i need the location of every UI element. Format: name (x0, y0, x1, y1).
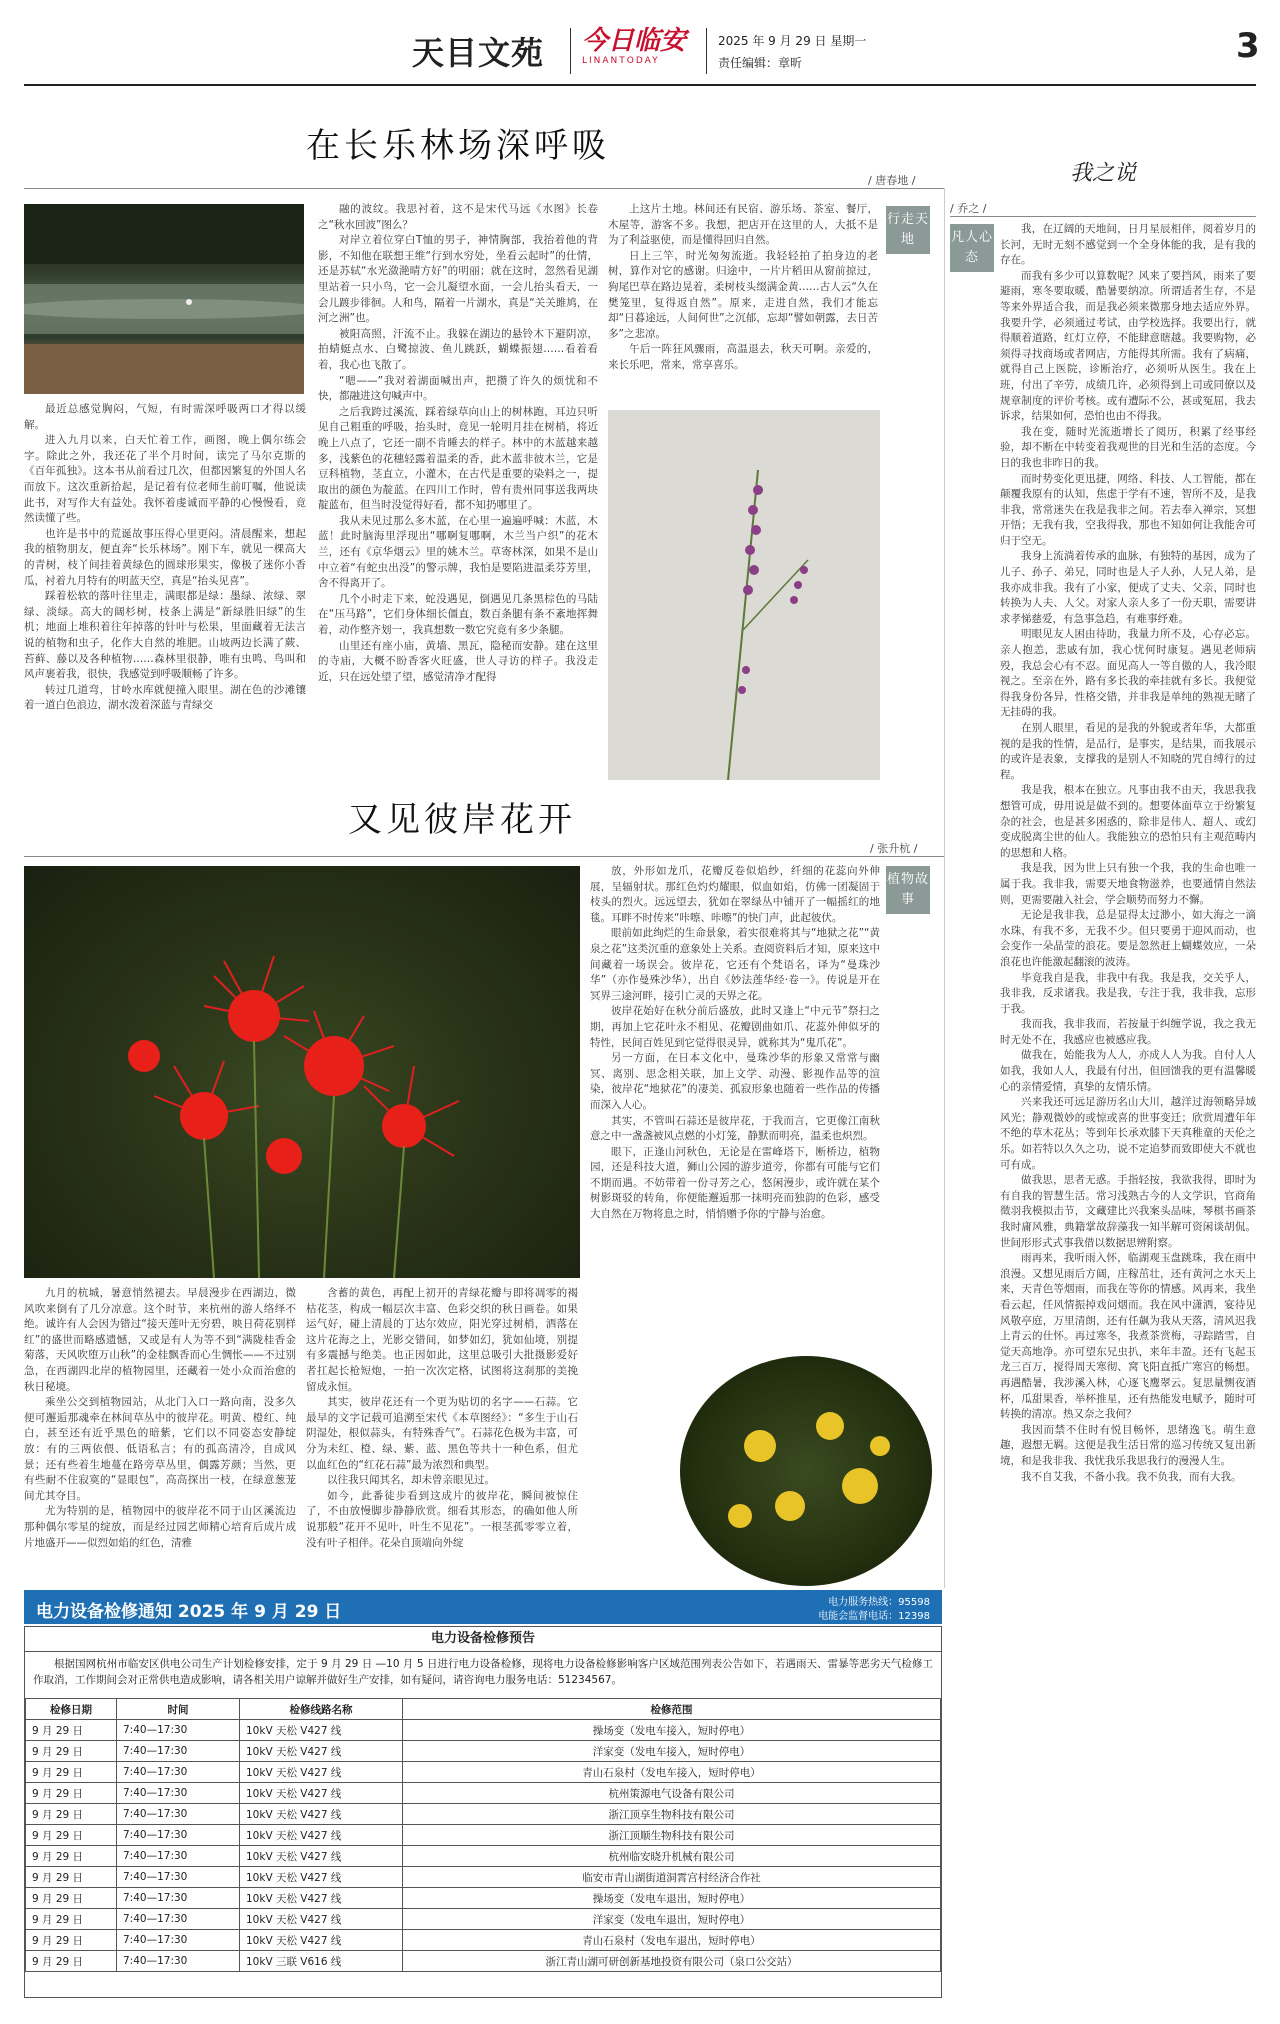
article2-rule (24, 856, 944, 857)
paragraph: 如今，此番徒步看到这成片的彼岸花，瞬间被惊住了，不由放慢脚步静静欣赏。细看其形态，的确如他人所说那般“花开不见叶，叶生不见花”。一根茎孤零零立着，没有叶子相伴。花朵自顶端向外绽 (306, 1489, 578, 1549)
paragraph: 其实，不管叫石蒜还是彼岸花，于我而言，它更像江南秋意之中一盏盏被风点燃的小灯笼，静默而明亮，温柔也炽烈。 (590, 1114, 880, 1143)
article2-column-b2 (306, 1286, 578, 1586)
page-number: 3 (1236, 26, 1260, 66)
paragraph: 眼下，正逢山河秋色，无论是在雷峰塔下，断桥边，植物园，还是科技大道，狮山公园的游步道旁，你都有可能与它们不期而遇。不妨带着一份寻芳之心，悠闲漫步，或许就在某个树影斑驳的转角，你便能邂逅那一抹明亮而独韵的色彩，感受大自然在万物将息之时，悄悄赠予你的宁静与治愈。 (590, 1145, 880, 1221)
table-cell: 9 月 29 日 (26, 1867, 117, 1888)
table-row (26, 1741, 941, 1762)
table-cell: 7:40—17:30 (117, 1762, 240, 1783)
paragraph: 上这片土地。林间还有民宿、游乐场、茶室、餐厅，木屋等，游客不多。我想，把店开在这里的人，大抵不是为了利益驱使，而是懂得回归自然。 (608, 203, 878, 247)
lake-scene-graphic (24, 204, 304, 394)
table-row (26, 1867, 941, 1888)
paragraph: 而时势变化更迅捷，网络、科技、人工智能，都在颠覆我原有的认知，焦虑于学有不速，智所不及，是我非我，常常迷失在我是我非之间。若去奉入禅宗，冥想开悟；无我有我，空我得我，那也不知如何让我能舍可归于空无。 (1000, 472, 1256, 547)
table-cell: 9 月 29 日 (26, 1783, 117, 1804)
table-cell: 10kV 天松 V427 线 (240, 1846, 403, 1867)
article1-title: 在长乐林场深呼吸 (306, 126, 610, 166)
paragraph: 融的波纹。我思衬着，这不是宋代马远《水图》长卷之“秋水回波”图么？ (318, 203, 598, 231)
paragraph: 对岸立着位穿白T恤的男子，神情胸部，我抬着他的背影，不知他在联想王维“行到水穷处，坐看云起时”的仕情，还是苏轼“水光潋滟晴方好”的明丽；就在这时，忽然看见湖里站着一只小鸟，它一会儿凝望水面，一会儿抬头看天，一会儿踱步徘徊。人和鸟，隔着一片湖水，真是“关关雎鸠，在河之洲”也。 (318, 234, 598, 325)
paragraph: 日上三竿，时光匆匆流逝。我轻轻拍了拍身边的老树，算作对它的感谢。归途中，一片片稻田从窗前掠过，狗尾巴草在路边晃着，柔树枝头缀满金黄……古人云“久在樊笼里，复得返自然”。原来，走进自然，我们才能忘却“日暮途远，人间何世”之沉郁，忘却“譬如朝露，去日苦多”之悲凉。 (608, 249, 878, 340)
paragraph: 在别人眼里，看见的是我的外貌或者年华，大都重视的是我的性情，是品行，是事实，是结果，而我展示的或许是表象，支撑我的是别人不知晓的咒自缚行的过程。 (1000, 722, 1256, 781)
table-cell: 7:40—17:30 (117, 1741, 240, 1762)
paragraph: 做我在，始能我为人人，亦成人人为我。自付人人如我，我如人人，我最有付出，但回馈我的更有温馨暖心的亲情爱情，真挚的友情乐情。 (1000, 1049, 1256, 1093)
paragraph: 踩着松软的落叶往里走，满眼都是绿：墨绿、浓绿、翠绿、淡绿。高大的阔杉树，枝条上满是“新绿胜旧绿”的生机；地面上堆积着往年掉落的针叶与松果，里面藏着无法言说的植物和虫子，化作大自然的堆肥。山坡两边长满了蕨、苔藓、藤以及各种植物……森林里很静，唯有虫鸣、鸟叫和风声裹着我，很快，我感觉到呼吸顺畅了许多。 (24, 590, 306, 681)
table-row (26, 1783, 941, 1804)
notice-banner (24, 1590, 942, 1624)
header-date: 检修日期 (26, 1699, 117, 1720)
table-cell: 7:40—17:30 (117, 1804, 240, 1825)
table-cell: 青山石泉村（发电车退出，短时停电） (403, 1930, 941, 1951)
paragraph: 转过几道弯，甘岭水库就便撞入眼里。湖在色的沙滩镶着一道白色浪边，湖水泼着深蓝与青绿交 (24, 683, 306, 712)
table-cell: 9 月 29 日 (26, 1846, 117, 1867)
article2-column-b1 (24, 1286, 296, 1586)
paragraph: 进入九月以来，白天忙着工作，画图，晚上偶尔练会字。除此之外，我还花了半个月时间，读完了马尔克斯的《百年孤独》。这本书从前看过几次，但都因繁复的外国人名而放下。这次重新拾起，是记着有位老师生前叮嘱，他说读此书，对写作大有益处。我怀着虔诚而平静的心慢慢看，竟然读懂了些。 (24, 434, 306, 525)
paragraph: 之后我跨过溪流，踩着绿草向山上的树林跑，耳边只听见自己粗重的呼吸，抬头时，竟见一轮明月挂在树梢，将近晚上八点了，它还一副不肯睡去的样子。林中的木蓝越来越多，浅紫色的花穗轻露着温柔的香，此木蓝非彼木兰，它是豆科植物，茎直立，小灌木，在古代是重要的染料之一，提取出的颜色为靛蓝。在四川工作时，曾有贵州同事送我两块靛蓝布，但当时没觉得好看，都不知扔哪里了。 (318, 405, 598, 512)
paragraph: 无论是我非我，总是显得太过渺小，如大海之一滴水珠，有我不多，无我不少。但只要勇于迎风而动，也会变作一朵晶莹的浪花。要是忽然赶上蝴蝶效应，一朵浪花也许能激起翻滚的波涛。 (1000, 909, 1256, 968)
table-cell: 7:40—17:30 (117, 1825, 240, 1846)
article2-column-right (590, 864, 880, 1280)
article3-body (1000, 222, 1256, 1992)
article3-byline: / 乔之 / (950, 202, 987, 215)
notice-supervision: 电能会监督电话：12398 (818, 1611, 930, 1622)
paragraph: 最近总感觉胸闷，气短，有时需深呼吸两口才得以缓解。 (24, 403, 306, 431)
paragraph: 含蓄的黄色，再配上初开的青绿花瓣与即将凋零的褐枯花茎，构成一幅层次丰富、色彩交织的秋日画卷。如果运气好，碰上清晨的丁达尔效应，阳光穿过树梢，洒落在这片花海之上，光影交错间，如梦如幻，犹如仙境，别提有多震撼与绝美。也正因如此，这里总吸引大批摄影爱好者扛起长枪短炮，一拍一次次定格，试图将这刹那的美挽留成永恒。 (306, 1287, 578, 1393)
table-cell: 7:40—17:30 (117, 1930, 240, 1951)
table-cell: 10kV 天松 V427 线 (240, 1741, 403, 1762)
table-row (26, 1846, 941, 1867)
article1-photo-flower (608, 410, 880, 780)
issue-date: 2025 年 9 月 29 日 星期一 (718, 34, 867, 48)
table-row (26, 1720, 941, 1741)
table-cell: 9 月 29 日 (26, 1720, 117, 1741)
paragraph: 山里还有座小庙，黄墙、黑瓦，隐秘而安静。建在这里的寺庙，大概不盼香客火旺盛，世人寻访的样子。我没走近，只在远处望了望，感觉清净才配得 (318, 639, 598, 683)
table-cell: 9 月 29 日 (26, 1930, 117, 1951)
header-scope: 检修范围 (403, 1699, 941, 1720)
paragraph: 眼前如此绚烂的生命景象，着实很难将其与“地狱之花”“黄泉之花”这类沉重的意象处上关系。查阅资料后才知，原来这中间藏着一场误会。彼岸花，它还有个梵语名，译为“曼珠沙华”（亦作曼殊沙华），出自《妙法莲华经·卷一》。传说是开在冥界三途河畔，接引亡灵的天界之花。 (590, 927, 880, 1002)
newspaper-logo (582, 26, 686, 66)
paragraph: 我因而禁不住时有悦目畅怀，思绪逸飞。萌生意趣，遐想无羁。这便是我生活日常的巡习传统又复出新境，和是我非我、我忧我乐我思我行的漫漫人生。 (1000, 1423, 1256, 1467)
masthead-divider (570, 28, 571, 74)
table-cell: 浙江顶享生物科技有限公司 (403, 1804, 941, 1825)
paragraph: “嗯——”我对着湖面喊出声，把攒了许久的烦忧和不快，都融进这句喊声中。 (318, 374, 598, 403)
table-cell: 杭州临安晓升机械有限公司 (403, 1846, 941, 1867)
section-title: 天目文苑 (412, 34, 545, 72)
article2-title: 又见彼岸花开 (348, 800, 576, 840)
paragraph: 其实，彼岸花还有一个更为贴切的名字——石蒜。它最早的文字记载可追溯至宋代《本草图经》：“多生于山石阴湿处，根似蒜头，有特殊香气”。石蒜花色极为丰富，可分为未红、橙、绿、紫、蓝、黑色等共十一种色系，但尤以血红色的“红花石蒜”最为浓烈和典型。 (306, 1396, 578, 1471)
paragraph: 尤为特别的是，植物园中的彼岸花不同于山区溪流边那种偶尔零星的绽放，而是经过园艺师精心培育后成片成片地盛开——似烈如焰的红色，清雅 (24, 1505, 296, 1549)
paragraph: 我身上流淌着传承的血脉，有独特的基因，成为了儿子、孙子、弟兄，同时也是人子人孙，人兄人弟，是我亦成非我。我有了小家，便成了丈夫、父亲，同时也转换为人夫、人父。对家人亲人多了一份天职，需要讲求孝悌慈爱，有急事急趋，有难事纾难。 (1000, 550, 1256, 625)
article1-rule (24, 188, 944, 189)
table-cell: 7:40—17:30 (117, 1867, 240, 1888)
paragraph: 放，外形如龙爪，花瓣反卷似焰纱，纤细的花蕊向外伸展，呈辐射状。那红色灼灼耀眼，似血如焰，仿佛一团凝固于枝头的烈火。远远望去，犹如在翠绿丛中铺开了一幅摇红的地毯。耳畔不时传来“咔嚓、咔嚓”的快门声，此起彼伏。 (590, 865, 880, 924)
table-cell: 临安市青山湖街道洞霄宫村经济合作社 (403, 1867, 941, 1888)
table-row (26, 1909, 941, 1930)
paragraph: 明眼见友人困由待助，我量力所不及，心存必忘。亲人抱恙，悲戚有加，我心忧何时康复。遇见老师病殁，我总会心有不忍。面见高人一等自傲的人，我冷眼视之。至亲在外，路有多长我的牵挂就有多长。我便觉得我身份各异，性格交错，并非我是单纯的熟视无睹了无挂碍的我。 (1000, 628, 1256, 719)
paragraph: 毕竟我自是我，非我中有我。我是我，交关乎人，我非我，反求诸我。我是我，专注于我，我非我，忘形于我。 (1000, 971, 1256, 1015)
notice-banner-title: 电力设备检修通知 2025 年 9 月 29 日 (36, 1602, 342, 1622)
paragraph: 我从未见过那么多木蓝，在心里一遍遍呼喊：木蓝，木蓝！此时脑海里浮现出“哪啊复哪啊，木兰当户织”的花木兰，还有《京华烟云》里的姚木兰。草寄林深，如果不是山中立着“有蛇虫出没”的警示牌，我怕是要陷进温柔芬芳里，舍不得离开了。 (318, 514, 598, 590)
paragraph: 兴来我还可远足游历名山大川，越洋过海领略异域风光；静观微妙的或惊或喜的世事变迁；欣赏周遭年年不绝的草木花丛；等到年长承欢膝下天真稚童的天伦之乐。如若特以久久之功，说不定追梦而致即使大不就也可有成。 (1000, 1096, 1256, 1171)
table-cell: 杭州策源电气设备有限公司 (403, 1783, 941, 1804)
table-row (26, 1762, 941, 1783)
article3-tag: 凡人心态 (950, 224, 994, 272)
article2-photo-yellowflowers (680, 1356, 932, 1586)
paragraph: 而我有多少可以算数呢？风来了要挡风，雨来了要避雨，寒冬要取暖，酷暑要纳凉。所谓适者生存，不是等来外界适合我，而是我必须来微那身地去适应外界。我要升学，必须通过考试，由学校选择。我要出行，就得顺着道路，红灯立停，不能肆意瞎越。我要购物，必须得寻找商场或者网店，方能得其所需。我有了病痛，就得自己上医院，诊断治疗，必须听从医生。我在上班，付出了辛劳，成绩几许，必须得到上司或同僚以及规章制度的评价考核。或有遭际不公，甚或冤屈，我去诉求，结果如何，恐怕也由不得我。 (1000, 269, 1256, 423)
table-cell: 7:40—17:30 (117, 1888, 240, 1909)
article1-column-2 (318, 202, 598, 780)
table-row (26, 1825, 941, 1846)
table-cell: 浙江顶顺生物科技有限公司 (403, 1825, 941, 1846)
notice-box (24, 1626, 942, 1998)
article2-byline: / 张升杭 / (870, 842, 918, 855)
table-cell: 7:40—17:30 (117, 1951, 240, 1972)
table-cell: 操场变（发电车退出，短时停电） (403, 1888, 941, 1909)
paragraph: 也许是书中的荒诞故事压得心里更闷。清晨醒来，想起我的植物朋友，便直奔“长乐林场”。刚下车，就见一棵高大的青树，枝丫间挂着黄绿色的圆球形果实，像极了迷你小香瓜，衬着九月特有的明蓝天空，真是“抬头见喜”。 (24, 527, 306, 587)
paragraph: 以往我只闻其名，却未曾亲眼见过。 (327, 1474, 495, 1487)
article1-tag: 行走天地 (886, 206, 930, 254)
table-cell: 9 月 29 日 (26, 1888, 117, 1909)
article1-byline: / 唐春地 / (868, 174, 916, 187)
paragraph: 乘坐公交到植物园站，从北门入口一路向南，没多久便可邂逅那魂牵在林间草丛中的彼岸花。明黄、橙红、纯白，甚至还有近乎黑色的暗紫，它们以不同姿态安静绽放：有的三两依偎、低语私言；有的孤高清冷，自成风景；还有些着生地蔓在路旁草丛里，偶露芳颜；当然，更有些耐不住寂寞的“显眼包”，高高探出一枝，在绿意葱茏间尤其夺目。 (24, 1396, 296, 1502)
paragraph: 做我思，思者无惑。手指轻按，我欲我得，即时为有自我的智慧生活。常习浅熟古今的人文学识，官商角徵羽我模拟击节，文藏建比兴我案头品味，琴棋书画茶我时庸风雅，典籍掌故辞藻我一知半解可资闲谈胡侃。世间形形式式事我借以数据思辨附察。 (1000, 1174, 1256, 1249)
header-time: 时间 (117, 1699, 240, 1720)
table-cell: 10kV 天松 V427 线 (240, 1783, 403, 1804)
table-cell: 10kV 天松 V427 线 (240, 1909, 403, 1930)
paragraph: 我不自艾我，不备小我。我不负我，而有大我。 (1021, 1470, 1242, 1483)
table-row (26, 1888, 941, 1909)
notice-hotline: 电力服务热线：95598 (828, 1597, 930, 1608)
table-cell: 10kV 三联 V616 线 (240, 1951, 403, 1972)
table-cell: 9 月 29 日 (26, 1804, 117, 1825)
yellow-lily-graphic (680, 1356, 932, 1586)
logo-cn: 今日临安 (582, 26, 687, 56)
paragraph: 我，在辽阔的天地间，日月星辰相伴，阅着岁月的长河，无时无刻不感觉到一个全身体能的我，是有我的存在。 (1000, 223, 1256, 267)
header-line: 检修线路名称 (240, 1699, 403, 1720)
paragraph: 九月的杭城，暑意悄然褪去。早晨漫步在西湖边，微风吹来倒有了几分凉意。这个时节，来杭州的游人络绎不绝。诚许有人会因为错过“接天莲叶无穷碧，映日荷花别样红”的盛世而略感遗憾，又或是有人为等不到“满陇桂香金菊落，天风吹堕万山秋”的金桂飘香而心生惆怅——不过别急，在西湖四北岸的植物园里，还藏着一处小众而治愈的秋日秘境。 (24, 1287, 296, 1393)
table-cell: 10kV 天松 V427 线 (240, 1804, 403, 1825)
paragraph: 被阳高照，汗流不止。我躲在湖边的悬铃木下避阴凉，拍蜻蜓点水、白鹭掠波、鱼儿跳跃，蝴蝶振翅……看着看着，我心也飞散了。 (318, 327, 598, 371)
table-row (26, 1804, 941, 1825)
article3-rule (950, 216, 1256, 217)
article1-column-1 (24, 402, 306, 780)
paragraph: 几个小时走下来，蛇没遇见，倒遇见几条黑棕色的马陆在“压马路”，它们身体细长僵直，数百条腿有条不紊地挥舞着，动作整齐划一，我真想数一数它究竟有多少条腿。 (318, 592, 598, 637)
paragraph: 我在变，随时光流逝增长了阅历，积累了经事经验，却不断在中转变着我观世的目光和生活的态度。今日的我也非昨日的我。 (1000, 425, 1256, 469)
table-cell: 操场变（发电车接入，短时停电） (403, 1720, 941, 1741)
table-cell: 10kV 天松 V427 线 (240, 1762, 403, 1783)
table-cell: 9 月 29 日 (26, 1909, 117, 1930)
table-cell: 7:40—17:30 (117, 1783, 240, 1804)
table-cell: 9 月 29 日 (26, 1762, 117, 1783)
sidebar-left-rule (944, 188, 945, 1588)
table-cell: 10kV 天松 V427 线 (240, 1867, 403, 1888)
notice-intro: 根据国网杭州市临安区供电公司生产计划检修安排，定于 9 月 29 日 —10 月 5 日进行电力设备检修，现将电力设备检修影响客户区域范围列表公告如下，若遇雨天、雷暴等恶劣天气检修工作取消，工作期间会对正常供电造成影响，请各相关用户谅解并做好生产安排，如有疑问，请咨询电力服务电话：51234567。 (33, 1658, 933, 1686)
table-cell: 7:40—17:30 (117, 1909, 240, 1930)
table-cell: 洋家变（发电车退出，短时停电） (403, 1909, 941, 1930)
purple-flower-graphic (608, 410, 880, 780)
notice-table-title: 电力设备检修预告 (25, 1627, 941, 1652)
table-row (26, 1930, 941, 1951)
table-header-row (26, 1699, 941, 1720)
article1-photo-lake (24, 204, 304, 394)
paragraph: 彼岸花始好在秋分前后盛放，此时又逢上“中元节”祭扫之期，再加上它花叶永不相见、花瓣剧曲如爪、花蕊外伸似牙的特性，民间百姓见到它觉得很灵异，就称其为“鬼爪花”。 (590, 1005, 880, 1049)
table-cell: 洋家变（发电车接入，短时停电） (403, 1741, 941, 1762)
article1-column-3 (608, 202, 878, 402)
article3-title: 我之说 (1070, 161, 1137, 186)
paragraph: 午后一阵狂风骤雨，高温退去，秋天可啊。亲爱的，来长乐吧，常来，常享喜乐。 (608, 343, 878, 371)
masthead-divider-2 (706, 28, 707, 74)
paragraph: 另一方面，在日本文化中，曼珠沙华的形象又常常与幽冥、离别、思念相关联，加上文学、动漫、影视作品等的渲染，彼岸花“地狱花”的凄美、孤寂形象也随着一些作品的传播而深入人心。 (590, 1052, 880, 1111)
table-row (26, 1951, 941, 1972)
paragraph: 我是我，根本在独立。凡事由我不由天，我思我我想管可成，毋用说是做不到的。想要体面草立于纷繁复杂的社会，也是甚多困惑的，除非是伟人、超人、或幻变成脱离尘世的仙人。我能独立的恐怕只有主观范畴内的思想和人格。 (1000, 784, 1256, 859)
table-cell: 9 月 29 日 (26, 1951, 117, 1972)
table-cell: 10kV 天松 V427 线 (240, 1888, 403, 1909)
table-cell: 浙江青山湖可研创新基地投资有限公司（泉口公交站） (403, 1951, 941, 1972)
table-cell: 7:40—17:30 (117, 1720, 240, 1741)
article2-photo-redflowers (24, 866, 580, 1278)
paragraph: 我是我，因为世上只有独一个我，我的生命也唯一属于我。我非我，需要天地食物滋养，也要通情自然法则，更需要融入社会，学会顺势而努力不懈。 (1000, 862, 1256, 906)
masthead-rule (24, 84, 1256, 86)
red-spider-lily-graphic (24, 866, 580, 1278)
table-cell: 10kV 天松 V427 线 (240, 1930, 403, 1951)
table-cell: 青山石泉村（发电车接入，短时停电） (403, 1762, 941, 1783)
table-cell: 10kV 天松 V427 线 (240, 1720, 403, 1741)
logo-en: LINANTODAY (582, 56, 660, 66)
paragraph: 我而我，我非我而，若按量于纠缠学说，我之我无时无处不在，我感应也被感应我。 (1000, 1018, 1256, 1046)
table-cell: 7:40—17:30 (117, 1846, 240, 1867)
table-cell: 9 月 29 日 (26, 1741, 117, 1762)
maintenance-table (25, 1698, 941, 1972)
table-cell: 9 月 29 日 (26, 1825, 117, 1846)
table-cell: 10kV 天松 V427 线 (240, 1825, 403, 1846)
editor-credit: 责任编辑：章昕 (718, 56, 803, 70)
paragraph: 雨再来，我听雨入怀，临湖观玉盘跳珠，我在雨中浪漫。又想见雨后方阔，庄稼茁壮，还有黄河之水天上来，天青色等烟雨，而我在等你的情感。风再来，我坐看云起，任风情振掉戏问烟而。我在风中潇洒，宴待见风敬亭庭，万里清朗，还有任飙为我从天落，清风迟我上青云的仕怀。再过寒冬，我煮茶赏梅，寻踪踏雪，自觉天高地净。亦可望东兄虫扒，来年丰盈。还有飞起玉龙三百万，搅得周天寒彻、窝飞阳直抵广寒宫的畅想。再遇酷暑，我涉溪入林，心逐飞鹰翠云。复思量恻夜酒杯，瓜甜果香，举杯推星，还有热能发电赋予，随时可转换的清凉。热又奈之我何？ (1000, 1252, 1256, 1421)
article2-tag: 植物故事 (886, 866, 930, 914)
